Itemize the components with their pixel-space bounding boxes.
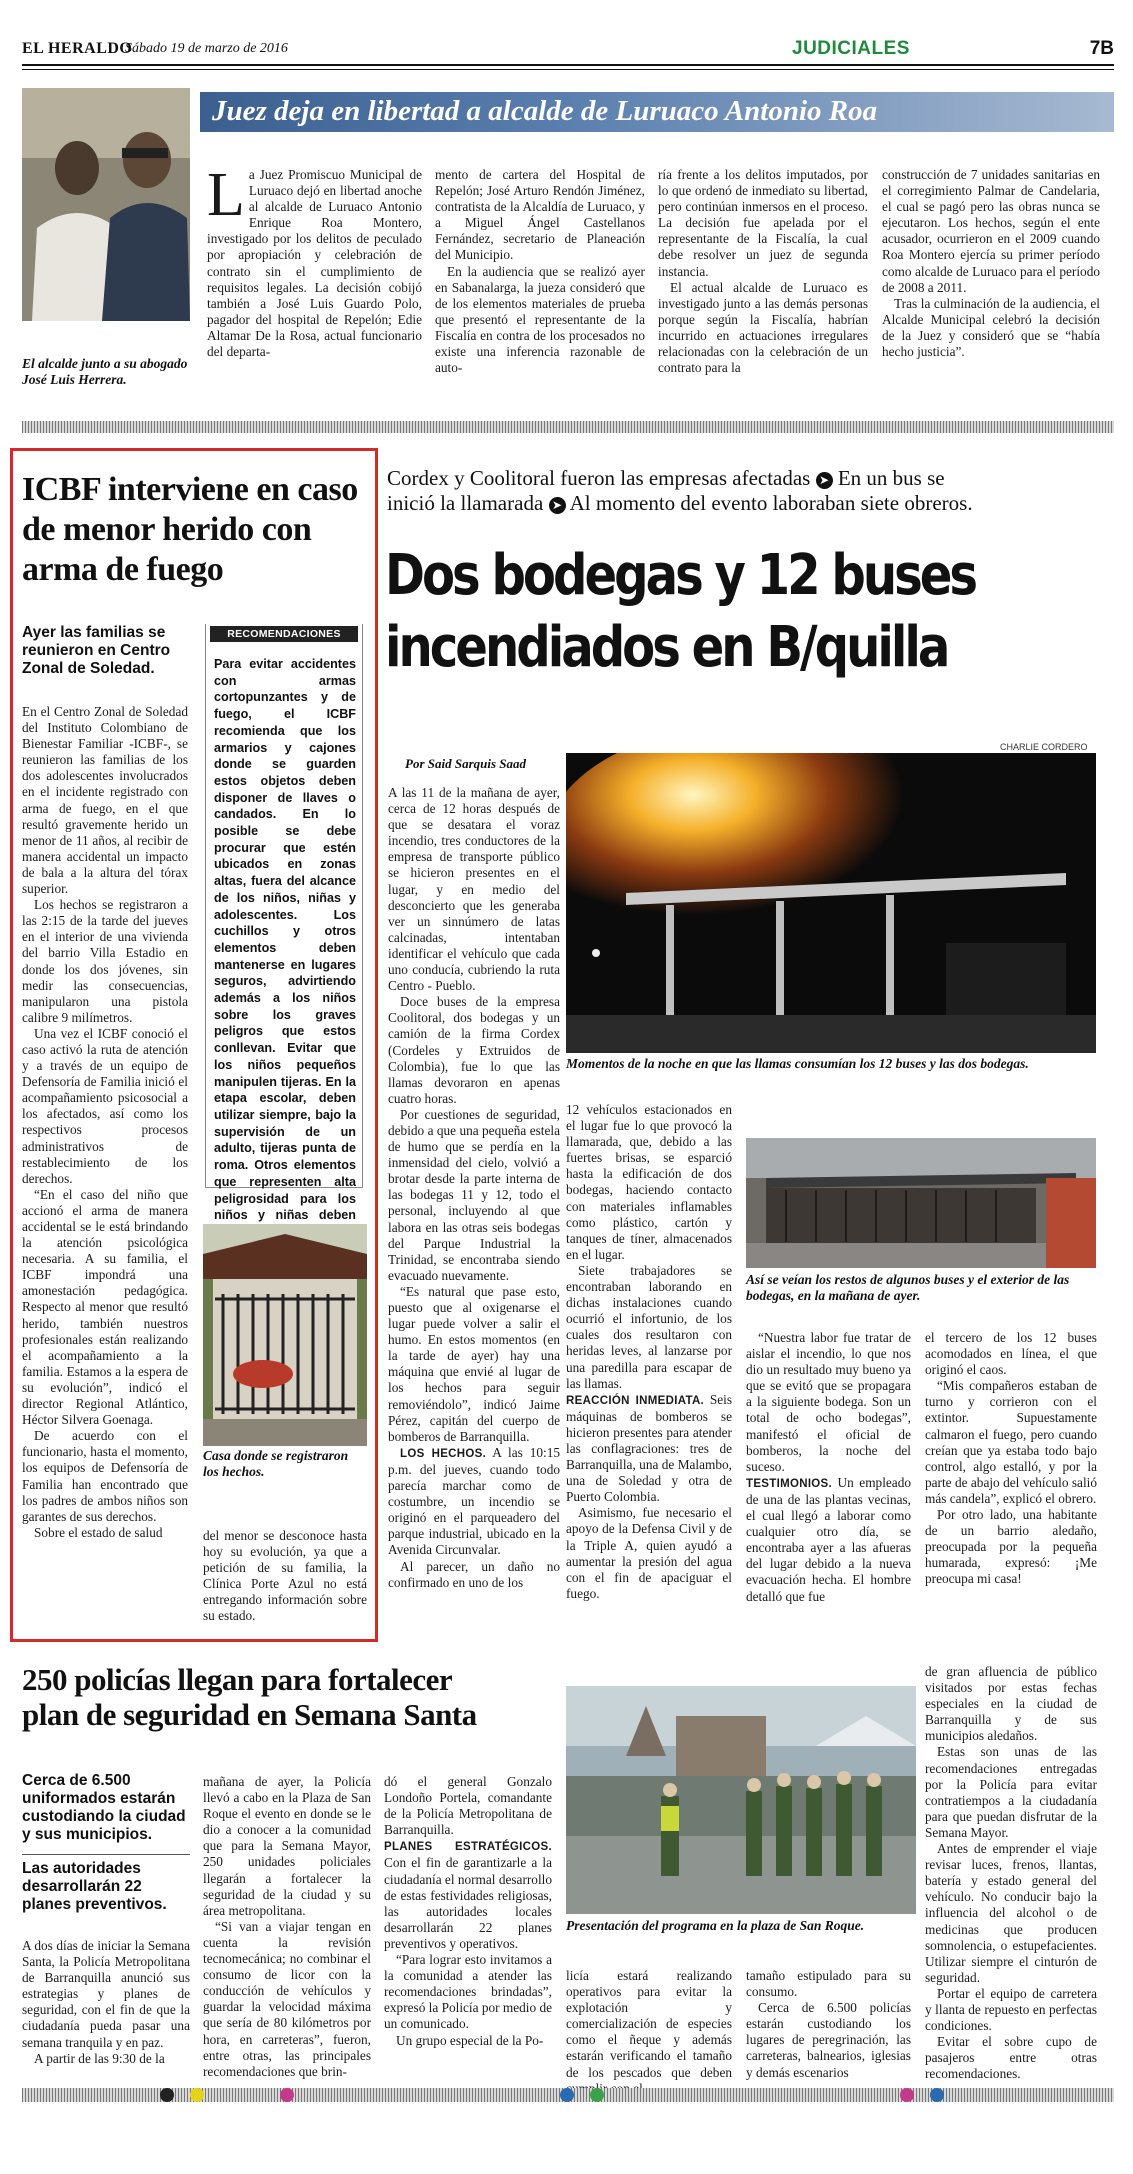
page-number: 7B [1089, 38, 1114, 59]
top-story-col1: L a Juez Promiscuo Municipal de Luruaco dejó en libertad anoche al alcalde de Luruaco Antonio Enrique Roa Montero, investigado por los delitos de peculado por apropiación y celebración de contrato sin el cumplimiento de requisitos legales. La decisión cobijó también a José Luis Guardo Polo, pagador del hospital de Repelón; Edie Altamar De la Rosa, actual funcionario del departa- [207, 161, 422, 360]
register-mark-icon [280, 2088, 294, 2102]
header-rule [22, 64, 1114, 66]
drop-cap: L [207, 161, 245, 229]
deck-rule [22, 1854, 190, 1855]
fire-kicker: Cordex y Coolitoral fueron las empresas afectadas ➤ En un bus se inició la llamarada ➤ Al momento del evento laboraban siete obreros. [387, 466, 973, 515]
police-col4: licía estará realizando operativos para evitar la explotación y comercialización de especies como el ñeque y además estarán verificando el tamaño de los pescados que deben [566, 1968, 732, 2080]
register-mark-icon [590, 2088, 604, 2102]
byline: Por Said Sarquis Saad [405, 756, 527, 771]
recommendations-box [205, 624, 363, 1223]
house-photo-caption: Casa donde se registraron los hechos. [203, 1448, 349, 1479]
icbf-deck: Ayer las familias se reunieron en Centro Zonal de Soledad. [22, 624, 171, 677]
mayor-photo-caption: El alcalde junto a su abogado José Luis Herrera. [22, 356, 188, 387]
registration-marks [160, 2088, 980, 2102]
register-mark-icon [190, 2088, 204, 2102]
masthead [22, 38, 1114, 64]
issue-date: Sábado 19 de marzo de 2016 [125, 41, 288, 56]
house-photo [203, 1224, 367, 1446]
photo-credit: CHARLIE CORDERO [1000, 742, 1088, 752]
fire-headline: Dos bodegas y 12 buses incendiados en B/quilla [385, 543, 976, 680]
top-story-col4: construcción de 7 unidades sanitarias en el corregimiento Palmar de Candelaria, el cual se pagó pero las obras nunca se ejecutaron. Los hechos, según el ente acusador, ocurrieron en el 2009 cuando Roa Montero ejercía su primer período como alcalde de Luruaco para el período de 2008 a 2011. Tras la culminación de la audiencia, el Alcalde Municipal celebró la decisión de la Juez y consideró que se “había hecho justicia”. [882, 167, 1100, 360]
icbf-col2-end: del menor se desconoce hasta hoy su evolución, ya que a petición de su familia, la Clínica Porte Azul no está entregando información sobre su estado. [203, 1528, 367, 1624]
police-deck-1: Cerca de 6.500 uniformados estarán custodiando la ciudad y sus municipios. [22, 1772, 186, 1843]
section-divider [22, 421, 1114, 433]
police-headline: 250 policías llegan para fortalecer plan de seguridad en Semana Santa [22, 1662, 477, 1732]
top-story-col2: mento de cartera del Hospital de Repelón; José Arturo Rendón Jiménez, contratista de la Alcaldía de Luruaco, y a Miguel Ángel Castellanos Fernández, secretario de Planeación del Municipio. En la audiencia que se realizó ayer en Sabanalarga, la jueza consideró que de los elementos materiales de prueba que presentó el representante de la Fiscalía en contra de los procesados no existe una inferencia razonable de auto- [435, 167, 645, 376]
fire-night-caption: Momentos de la noche en que las llamas consumían los 12 buses y las dos bodegas. [566, 1056, 1029, 1071]
arrow-right-icon: ➤ [549, 497, 566, 514]
register-mark-icon [930, 2088, 944, 2102]
burned-buses-photo [746, 1138, 1096, 1268]
register-mark-icon [900, 2088, 914, 2102]
icbf-col1: En el Centro Zonal de Soledad del Instituto Colombiano de Bienestar Familiar -ICBF-, se reunieron las familias de los dos adolescentes involucrados en el incidente registrado con arma de fuego, en el que resultó gravemente herido un menor de 11 años, al recibir de manera accidental un impacto de bala a la altura del tórax superior. Los hechos se registraron a las 2:15 de la tarde del jueves en el interior de una vivienda del barrio Villa Estadio en donde los dos jóvenes, sin medir las consecuencias, manipularon una pistola calibre 9 milímetros. Una vez el ICBF conoció el caso activó la ruta de atención y a través de un equipo de Defensoría de Familia inició el acompañamiento psicosocial a los afectados, así como los respectivos procesos administrativos de restablecimiento de los derechos. “En el caso del niño que accionó el arma de manera accidental se le está brindando la atención psicológica necesaria. A su familia, el ICBF impondrá una amonestación pedagógica. Respecto al menor que resultó herido, también nuestros profesionales están realizando el acompañamiento a la familia. Estamos a la espera de su evolución”, indicó el director Regional Atlántico, Héctor Silvera Goenaga. De acuerdo con el funcionario, hasta el momento, los equipos de Defensoría de Familia han encontrado que los padres de ambos niños son garantes de sus derechos. Sobre el estado de salud [22, 704, 188, 1540]
top-headline: Juez deja en libertad a alcalde de Luruaco Antonio Roa [212, 95, 878, 127]
top-story-col3: ría frente a los delitos imputados, por lo que ordenó de inmediato su libertad, pero continúan inmersos en el proceso. La decisión fue apelada por el representante de la Fiscalía, la cual debe resolver un juez de segunda instancia. El actual alcalde de Luruaco es investigado junto a las demás personas porque según la Fiscalía, habrían incurrido en actuaciones irregulares relacionadas con la celebración de un contrato para la [658, 167, 868, 376]
police-col2: mañana de ayer, la Policía llevó a cabo en la Plaza de San Roque el evento en donde se le dio a conocer a la comunidad que para la Semana Mayor, 250 unidades policiales llegarán a fortalecer la seguridad de la ciudad y su área metropolitana. “Si van a viajar tengan en cuenta la revisión tecnomecánica; no combinar el consumo de licor con la conducción de vehículos y guardar la velocidad máxima que sería de 80 kilómetros por hora, en carreteras”, fueron, entre otras, las principales recomendaciones que brin- [203, 1774, 371, 2079]
police-deck-2: Las autoridades desarrollarán 22 planes preventivos. [22, 1860, 167, 1913]
paper-name: EL HERALDO [22, 40, 133, 57]
top-headline-banner [200, 92, 1114, 132]
police-col6: de gran afluencia de público visitados por estas fechas especiales en la ciudad de Barranquilla y de sus municipios aledaños. Estas son unas de las recomendaciones entregadas por la Policía para evitar contratiempos a la ciudadanía para que puedan disfrutar de la Semana Mayor. Antes de emprender el viaje revisar luces, frenos, llantas, batería y estado general del vehículo. No conducir bajo la influencia del alcohol o de medicinas que producen somnolencia, o estupefacientes. Utilizar siempre el cinturón de seguridad. Portar el equipo de carretera y llanta de repuesto en perfectas condiciones. Evitar el sobre cupo de pasajeros entre otras recomendaciones. [925, 1664, 1097, 2082]
police-photo [566, 1686, 916, 1914]
section-name: JUDICIALES [792, 38, 910, 59]
icbf-headline: ICBF interviene en caso de menor herido con arma de fuego [22, 471, 358, 588]
police-photo-caption: Presentación del programa en la plaza de San Roque. [566, 1918, 865, 1933]
register-mark-icon [160, 2088, 174, 2102]
header-rule-thin [22, 69, 1114, 70]
fire-col4: el tercero de los 12 buses acomodados en línea, el que originó el caos. “Mis compañeros estaban de turno y corrieron con el extintor. Supuestamente calmaron el fuego, pero cuando creían que ya estaba todo bajo control, algo estalló, y por la parte de abajo del vehículo salió más candela”, explicó el obrero. Por otro lado, una habitante de un barrio aledaño, preocupada por la pequeña humarada, expresó: ¡Me preocupa mi casa! [925, 1330, 1097, 1587]
register-mark-icon [560, 2088, 574, 2102]
fire-col3: “Nuestra labor fue tratar de aislar el incendio, lo que nos dio un resultado muy bueno ya que se evitó que se propagara a la siguiente bodega. Son un total de ocho bodegas”, manifestó el oficial de bomberos, la noche del suceso. TESTIMONIOS. Un empleado de una de las plantas vecinas, el cual llegó a laborar como cualquier otro día, se encontraba ayer a las afueras del lugar debido a la nueva evacuación hecha. El hombre detalló que fue [746, 1330, 911, 1604]
fire-col2: 12 vehículos estacionados en el lugar fue lo que provocó la llamarada, que, debido a las fuertes brisas, se esparció hasta la edificación de dos bodegas, haciendo contacto con materiales inflamables como plástico, cartón y tanques de tíner, almacenados en el lugar. Siete trabajadores se encontraban laborando en dichas instalaciones cuando ocurrió el infortunio, de los cuales dos resultaron con heridas leves, al lanzarse por una paredilla para escapar de las llamas. REACCIÓN INMEDIATA. Seis máquinas de bomberos se hicieron presentes para atender las conflagraciones: tres de Barranquilla, una de Malambo, una de Soledad y otra de Puerto Colombia. Asimismo, fue necesario el apoyo de la Defensa Civil y de la Triple A, quien ayudó a aumentar la presión del agua con el fin de apaciguar el fuego. [566, 1102, 733, 1601]
fire-night-photo [566, 753, 1096, 1053]
recommendations-label: RECOMENDACIONES [210, 626, 358, 642]
police-col5: tamaño estipulado para su consumo. Cerca de 6.500 policías estarán custodiando los lugares de peregrinación, las carreteras, balnearios, iglesias y demás escenarios [746, 1968, 911, 2080]
fire-col1: A las 11 de la mañana de ayer, cerca de 12 horas después de que se desatara el voraz incendio, tres conductores de la empresa de transporte público se hicieron presentes en el lugar, y en medio del desconcierto que les generaba ver un sinnúmero de latas calcinadas, intentaban identificar el vehículo que cada uno conducía, cubriendo la ruta Centro - Pueblo. Doce buses de la empresa Coolitoral, dos bodegas y un camión de la firma Cordex (Cordeles y Extruidos de Colombia), fue lo que las llamas devoraron en apenas cuatro horas. Por cuestiones de seguridad, debido a que una pequeña estela de humo que se perdía en la inmensidad del cielo, volvió a brotar desde la parte interna de las bodegas 11 y 12, todo el personal, incluyendo al que labora en las otras seis bodegas del Parque Industrial la Trinidad, se encontraba siendo evacuado nuevamente. “Es natural que pase esto, puesto que al oxigenarse el lugar puede volver a salir el humo. En estos momentos (en la tarde de ayer) hay una máquina que envié al lugar de los hechos para seguir removiéndolo”, indicó Jaime Pérez, capitán del cuerpo de bomberos de Barranquilla. LOS HECHOS. A las 10:15 p.m. del jueves, cuando todo parecía marchar como de costumbre, un incendio se originó en el parqueadero del parque industrial, ubicado en la Avenida Circunvalar. Al parecer, un daño no confirmado en uno de los [388, 785, 561, 1590]
arrow-right-icon: ➤ [816, 472, 833, 489]
mayor-photo [22, 88, 190, 321]
police-col3: dó el general Gonzalo Londoño Portela, comandante de la Policía Metropolitana de Barranquilla. PLANES ESTRATÉGICOS. Con el fin de garantizarle a la ciudadanía el normal desarrollo de estas festividades religiosas, las autoridades locales desarrollarán 22 planes preventivos y operativos. “Para lograr esto invitamos a la comunidad a atender las recomendaciones brindadas”, expresó la Policía por medio de un comunicado. Un grupo especial de la Po- [384, 1774, 553, 2048]
police-col1: A dos días de iniciar la Semana Santa, la Policía Metropolitana de Barranquilla anunció sus estrategias y planes de seguridad, con el fin de que la ciudadanía pueda pasar una semana tranquila y en paz. A partir de las 9:30 de la [22, 1938, 190, 2066]
burned-buses-caption: Así se veían los restos de algunos buses y el exterior de las bodegas, en la mañana de ayer. [746, 1272, 1070, 1303]
recommendations-text: Para evitar accidentes con armas cortopunzantes y de fuego, el ICBF recomienda que los armarios y cajones donde se guarden estos objetos deben disponer de llaves o candados. En lo posible se debe procurar que estén ubicados en zonas altas, fuera del alcance de los niños, niñas y adolescentes. Los cuchillos y otros elementos deben mantenerse en lugares seguros, advirtiendo además a los niños sobre los graves peligros que estos conllevan. Evitar que los niños pequeños manipulen tijeras. En la etapa escolar, deben utilizar siempre, bajo la supervisión de un adulto, tijeras punta de roma. Otros elementos que representen alta peligrosidad para los niños y niñas deben [214, 657, 356, 1223]
